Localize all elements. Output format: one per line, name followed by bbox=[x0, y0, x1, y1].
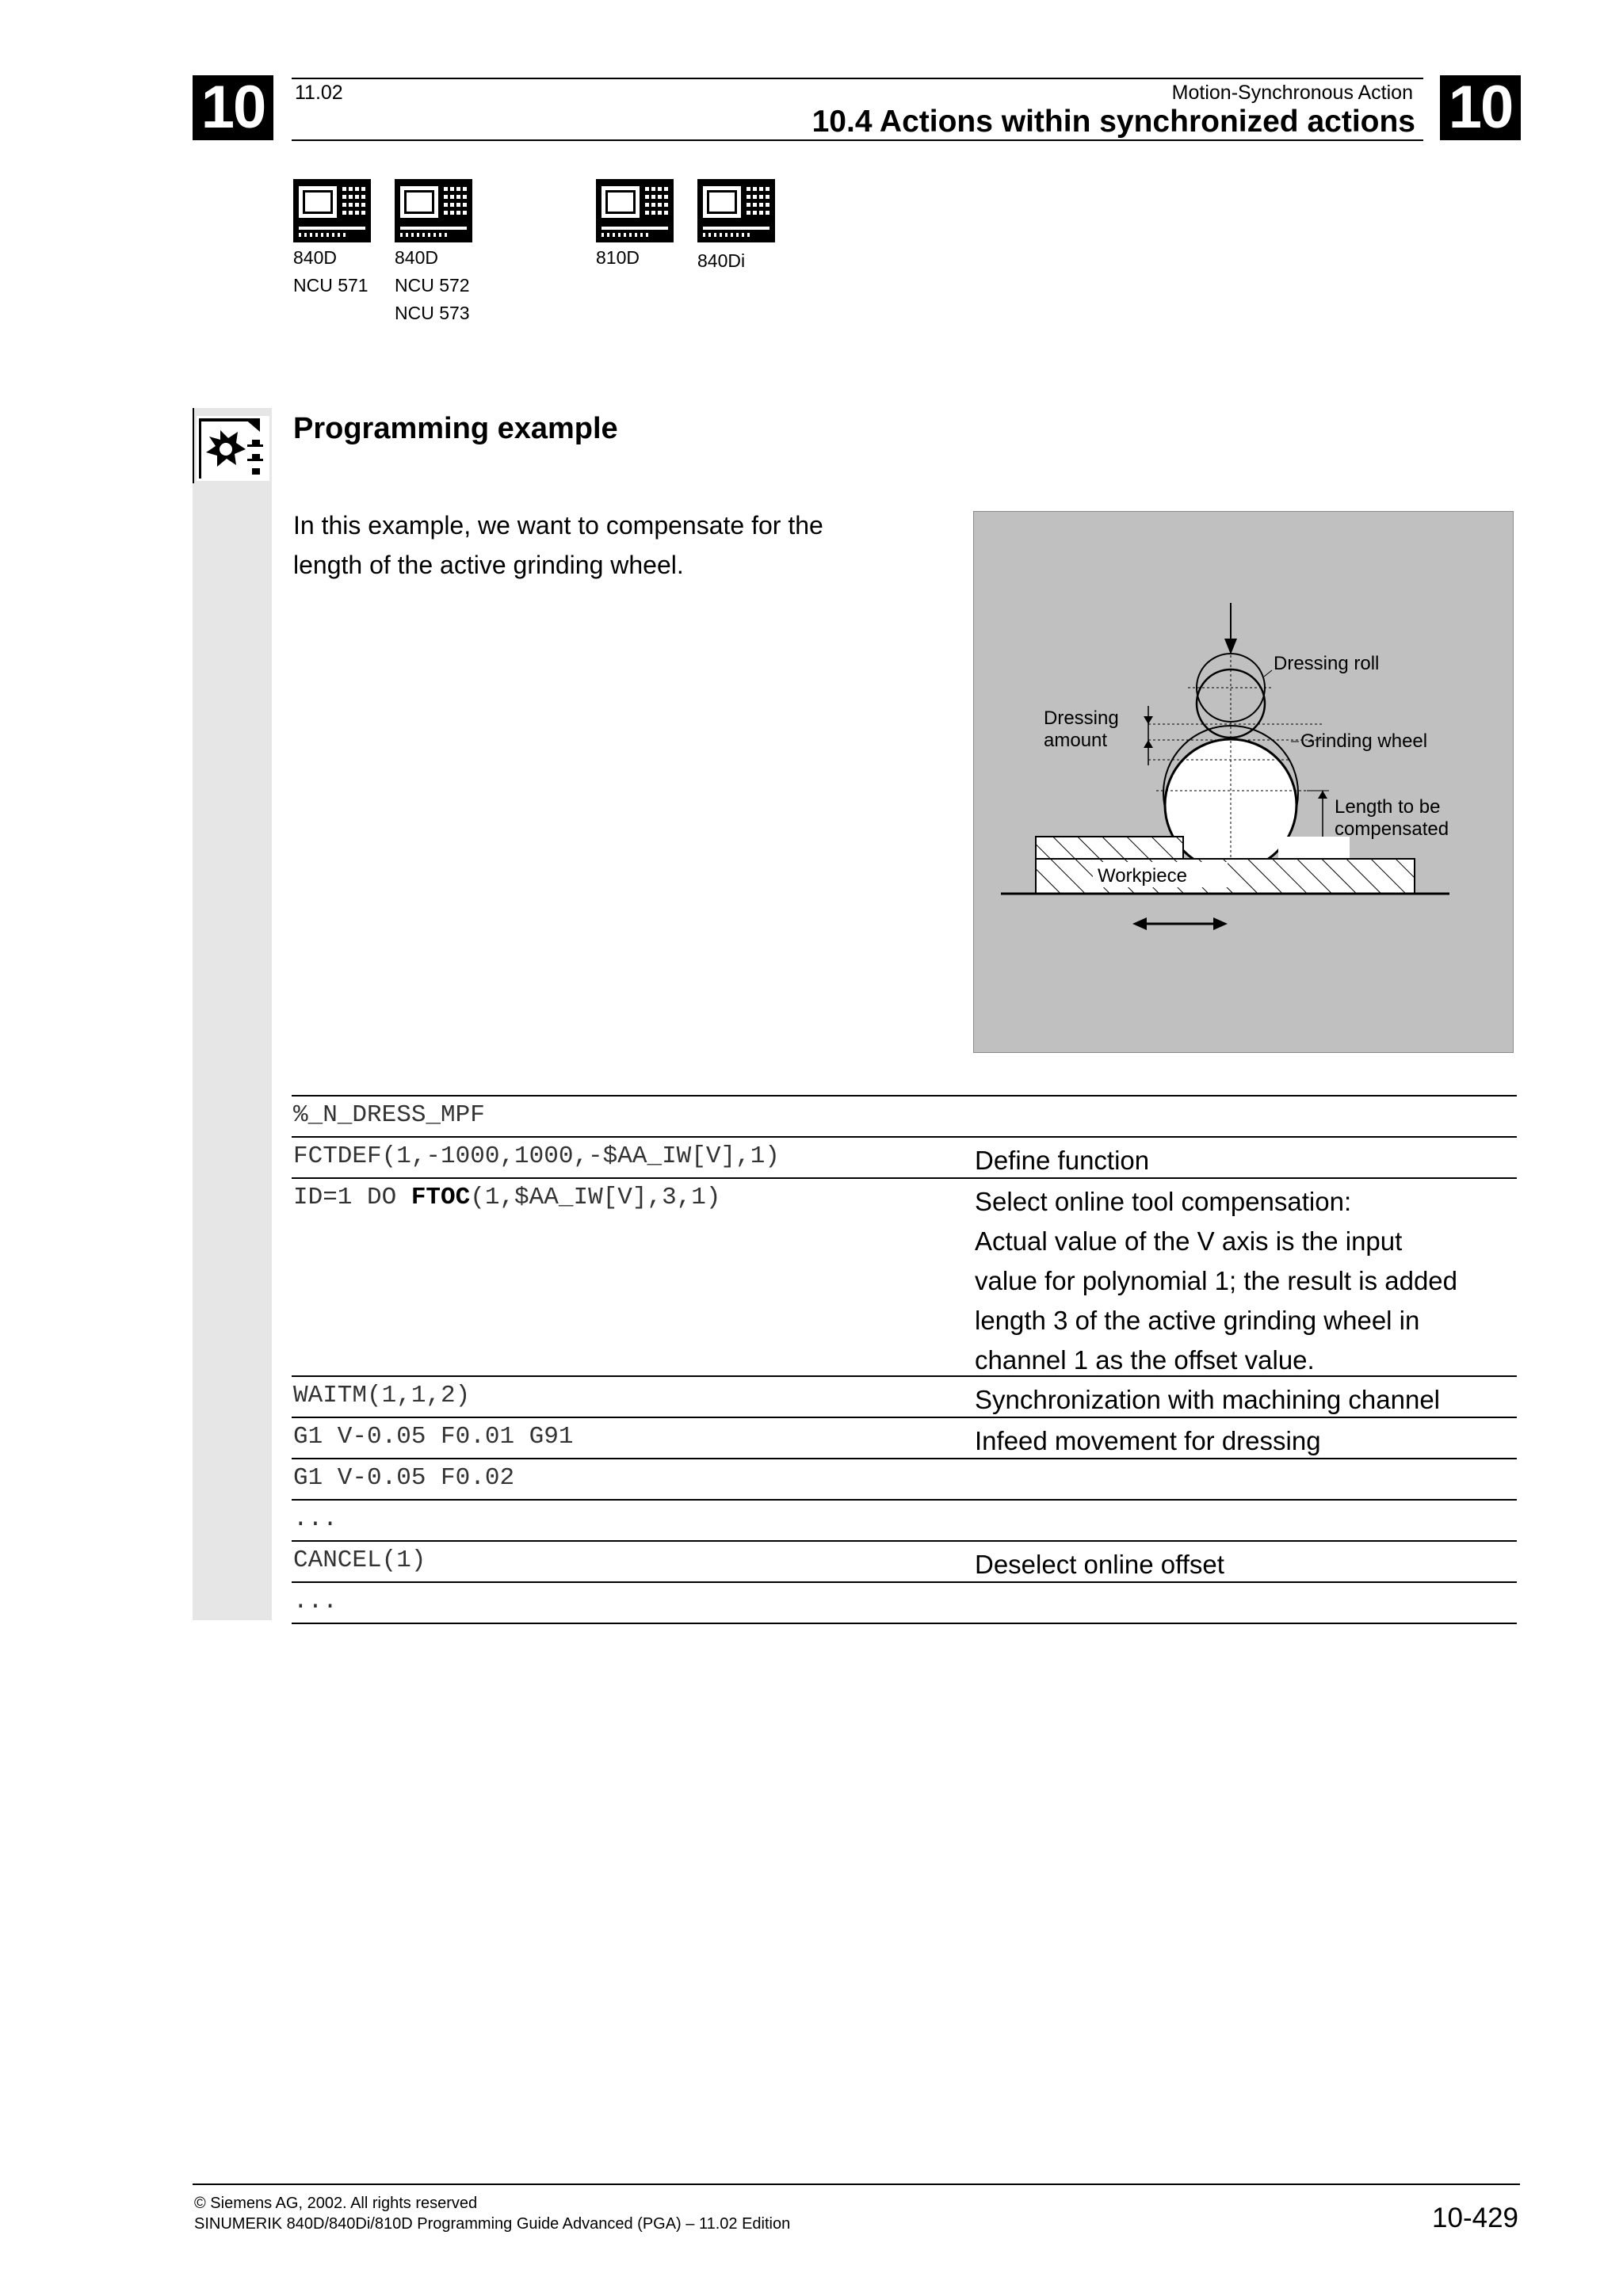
label-dressing-amount-1: Dressing bbox=[1044, 707, 1119, 729]
label-grinding-wheel: Grinding wheel bbox=[1300, 730, 1428, 752]
code-cell: G1 V-0.05 F0.02 bbox=[293, 1464, 515, 1492]
header-bottom-rule bbox=[292, 139, 1423, 141]
code-cell: CANCEL(1) bbox=[293, 1547, 426, 1574]
controller-label: 840Di bbox=[697, 250, 746, 271]
table-row bbox=[292, 1499, 1517, 1540]
code-cell: %_N_DRESS_MPF bbox=[293, 1101, 485, 1129]
label-dressing-roll: Dressing roll bbox=[1274, 653, 1380, 674]
controller-label: 840D NCU 572 NCU 573 bbox=[395, 247, 470, 323]
header-top-rule bbox=[292, 78, 1423, 79]
controller-label: 810D bbox=[596, 247, 640, 268]
code-cell: WAITM(1,1,2) bbox=[293, 1382, 471, 1409]
programming-example-icon bbox=[197, 416, 269, 481]
label-length-compensated-1: Length to be bbox=[1335, 796, 1441, 818]
page-number: 10-429 bbox=[1432, 2203, 1518, 2233]
description-cell: Infeed movement for dressing bbox=[975, 1426, 1321, 1455]
label-dressing-amount-2: amount bbox=[1044, 730, 1108, 751]
footer-rule bbox=[193, 2183, 1520, 2185]
table-row bbox=[292, 1375, 1517, 1417]
description-cell: Synchronization with machining channel bbox=[975, 1385, 1441, 1414]
intro-paragraph: In this example, we want to compensate for the length of the active grinding wheel. bbox=[293, 511, 823, 579]
description-cell: Select online tool compensation: Actual value of the V axis is the input value for polynomial 1; the result is added length 3 of the active grinding wheel in channel 1 as the offset value. bbox=[975, 1187, 1458, 1375]
header-category: Motion-Synchronous Action bbox=[1171, 82, 1413, 104]
chapter-number-right: 10 bbox=[1440, 75, 1521, 140]
header-section-title: 10.4 Actions within synchronized actions bbox=[812, 105, 1415, 139]
code-cell: FCTDEF(1,-1000,1000,-$AA_IW[V],1) bbox=[293, 1142, 780, 1170]
table-row bbox=[292, 1458, 1517, 1499]
label-workpiece: Workpiece bbox=[1098, 865, 1187, 887]
table-row bbox=[292, 1177, 1517, 1375]
program-table bbox=[292, 1095, 1517, 1624]
label-length-compensated-2: compensated bbox=[1335, 818, 1449, 840]
description-cell: Deselect online offset bbox=[975, 1550, 1224, 1579]
table-row bbox=[292, 1581, 1517, 1624]
table-row bbox=[292, 1095, 1517, 1136]
chapter-number-left: 10 bbox=[193, 75, 273, 140]
code-cell: ... bbox=[293, 1588, 338, 1615]
controller-icon bbox=[293, 179, 371, 242]
footer-copyright: © Siemens AG, 2002. All rights reserved bbox=[194, 2195, 478, 2212]
description-cell: Define function bbox=[975, 1146, 1150, 1175]
controller-icon bbox=[395, 179, 472, 242]
grinding-diagram bbox=[973, 511, 1514, 1053]
header-date: 11.02 bbox=[295, 82, 343, 104]
code-cell: G1 V-0.05 F0.01 G91 bbox=[293, 1423, 574, 1451]
margin-band-edge bbox=[193, 408, 194, 483]
margin-band bbox=[193, 408, 272, 1620]
table-row bbox=[292, 1540, 1517, 1581]
controller-label: 840D NCU 571 bbox=[293, 247, 369, 296]
code-cell: ID=1 DO FTOC(1,$AA_IW[V],3,1) bbox=[293, 1184, 721, 1211]
code-cell: ... bbox=[293, 1505, 338, 1533]
controller-icon bbox=[596, 179, 674, 242]
section-heading: Programming example bbox=[293, 412, 618, 445]
controller-icon bbox=[697, 179, 775, 242]
footer-manual-title: SINUMERIK 840D/840Di/810D Programming Guide Advanced (PGA) – 11.02 Edition bbox=[194, 2215, 791, 2233]
table-row bbox=[292, 1136, 1517, 1177]
table-row bbox=[292, 1417, 1517, 1458]
